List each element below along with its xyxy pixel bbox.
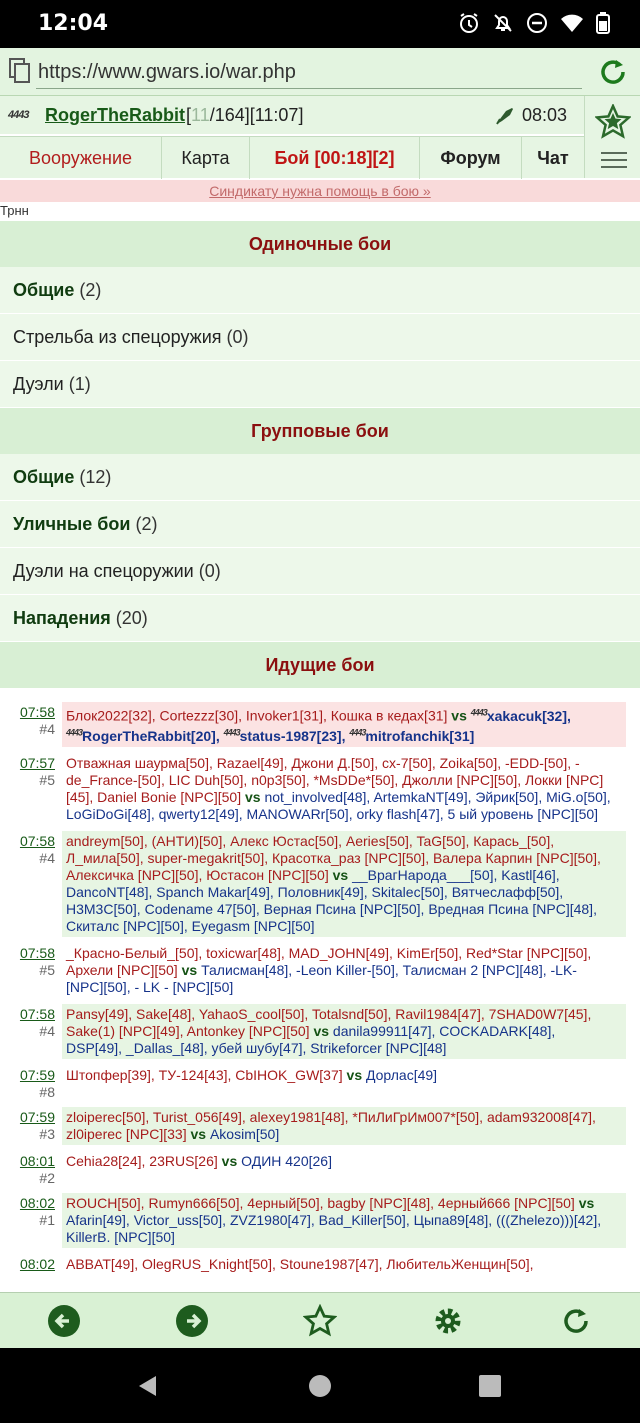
back-button[interactable]: [44, 1301, 84, 1341]
vs-label: vs: [342, 1067, 366, 1084]
battle-teams[interactable]: [62, 1107, 626, 1145]
user-bar: [0, 96, 584, 134]
nav-home-icon[interactable]: [308, 1374, 332, 1398]
battle-meta: [0, 702, 62, 747]
refresh-icon: [559, 1304, 593, 1338]
section-group-list: [0, 454, 640, 642]
battle-teams[interactable]: [62, 753, 626, 825]
battle-meta: [0, 1065, 62, 1101]
battle-time-link[interactable]: 07:57: [19, 755, 55, 772]
battle-teams[interactable]: [62, 1151, 626, 1187]
team-right: ОДИН 420[26]: [241, 1153, 332, 1170]
single-battle-item-count: (0): [226, 326, 249, 347]
forward-button[interactable]: [172, 1301, 212, 1341]
group-battle-item-label: Нападения: [13, 607, 111, 628]
battery-icon: [596, 12, 610, 34]
status-bar: [0, 0, 640, 48]
vs-label: vs: [241, 789, 265, 806]
clan-badge: 4443: [8, 109, 29, 121]
battle-time-link[interactable]: 07:59: [19, 1067, 55, 1084]
team-right: Дорлас[49]: [366, 1067, 438, 1084]
battle-number: #5: [39, 772, 55, 789]
team-left: Pansy[49], Sake[48], YahaoS_cool[50], Totalsnd[50], Ravil1984[47], 7SHAD0W7[45], Sake(1) [NPC][49], Antonkey [NPC][50]: [66, 1006, 592, 1040]
battle-meta: [0, 1193, 62, 1248]
team-right: __ВрагНарода___[50], Kastl[46], DancoNT[48], Spanch Makar[49], Половник[49], Skitalec[50], Вятчеслафф[50], Н3М3С[50], Codename 47[50], Верная Псина [NPC][50], Вредная Псина [NPC][48], Скиталс [NPC][50], Eyegasm [NPC][50]: [66, 867, 597, 935]
battle-time-link[interactable]: 07:59: [19, 1109, 55, 1126]
team-right: $^{4443}$xakacuk[32], $^{4443}$RogerTheRabbit[20], $^{4443}$status-1987[23], $^{4443}$mitrofanchik[31]: [66, 707, 571, 745]
tab-fight[interactable]: Бой [00:18][2]: [250, 137, 420, 179]
team-left: zloiperec[50], Turist_056[49], alexey1981[48], *ПиЛиГрИм007*[50], adam932008[47], zl0iperec [NPC][33]: [66, 1109, 596, 1143]
battle-number: #4: [39, 721, 55, 737]
battle-row: [0, 702, 640, 747]
battle-time-link[interactable]: 07:58: [19, 833, 55, 850]
single-battle-item[interactable]: [0, 267, 640, 314]
misc-label: Трнн: [0, 203, 29, 218]
server-time: 08:03: [522, 105, 568, 125]
arrow-left-icon: [47, 1304, 81, 1338]
tab-chat[interactable]: Чат: [537, 147, 569, 168]
section-single-title: Одиночные бои: [0, 221, 640, 267]
team-left: Блок2022[32], Cortezzz[30], Invoker1[31], Кошка в кедах[31]: [66, 707, 448, 724]
hamburger-icon: [601, 152, 627, 173]
battle-teams[interactable]: [62, 831, 626, 937]
nav-back-icon[interactable]: [136, 1374, 160, 1398]
team-left: andreym[50], (АНТИ)[50], Алекс Юстас[50], Aeries[50], TaG[50], Карась_[50], Л_мила[50], super-megakrit[50], Красотка_раз [NPC][50], Валера Карпин [NPC][50], Алексичка [NPC][50], Юстасон [NPC][50]: [66, 833, 601, 884]
battle-row: [0, 1254, 640, 1275]
stats-rest: /164][11:07]: [209, 105, 304, 125]
reload-icon[interactable]: [596, 56, 630, 88]
battle-row: [0, 831, 640, 937]
team-left: Штопфер[39], ТУ-124[43], CbIHOK_GW[37]: [66, 1067, 343, 1084]
user-stats: [186, 105, 303, 126]
single-battle-item-count: (1): [68, 373, 91, 394]
battle-number: #1: [39, 1212, 55, 1229]
favorite-button[interactable]: [300, 1301, 340, 1341]
battle-teams[interactable]: [62, 1254, 626, 1275]
group-battle-item[interactable]: [0, 548, 640, 595]
battle-teams[interactable]: [62, 1004, 626, 1059]
wifi-icon: [560, 12, 584, 34]
status-icons: [458, 12, 610, 34]
section-group-title: Групповые бои: [0, 408, 640, 454]
team-right: danila99911[47], COCKADARK[48], DSP[49], _Dallas_[48], убей шубу[47], Strikeforcer [NPC][48]: [66, 1023, 556, 1057]
vs-label: vs: [574, 1195, 595, 1212]
alarm-icon: [458, 12, 480, 34]
syndicate-alert: [0, 180, 640, 202]
app-toolbar: [0, 1292, 640, 1348]
side-menu-button[interactable]: [584, 96, 640, 178]
group-battle-item-count: (0): [198, 560, 221, 581]
battle-time-link[interactable]: 07:58: [19, 1006, 55, 1023]
battle-row: [0, 1107, 640, 1145]
battle-time-link[interactable]: 07:58: [19, 704, 55, 720]
syndicate-help-link[interactable]: Синдикату нужна помощь в бою »: [209, 183, 431, 199]
team-right: Afarin[49], Victor_uss[50], ZVZ1980[47], Bad_Killer[50], Цыпа89[48], (((Zhelezo)))[42], KillerB. [NPC][50]: [66, 1212, 602, 1246]
battle-row: [0, 1193, 640, 1248]
ongoing-battles-list: [0, 688, 640, 1275]
status-time: 12:04: [38, 11, 109, 36]
battle-teams[interactable]: [62, 1065, 626, 1101]
arrow-right-icon: [175, 1304, 209, 1338]
refresh-button[interactable]: [556, 1301, 596, 1341]
battle-row: [0, 943, 640, 998]
user-name-link[interactable]: RogerTheRabbit: [45, 105, 186, 125]
group-battle-item[interactable]: [0, 501, 640, 548]
stats-open: [: [186, 105, 192, 125]
battle-meta: [0, 1151, 62, 1187]
battle-row: [0, 1065, 640, 1101]
nav-tabs: [0, 136, 584, 178]
tab-forum[interactable]: Форум: [420, 137, 522, 179]
group-battle-item-count: (2): [135, 513, 158, 534]
vs-label: vs: [217, 1153, 242, 1170]
team-right: Akosim[50]: [209, 1126, 280, 1143]
battle-meta: [0, 943, 62, 998]
battle-number: #4: [39, 850, 55, 867]
tabs-icon[interactable]: [8, 57, 32, 85]
star-badge-icon: [595, 104, 631, 140]
vs-label: vs: [447, 707, 471, 724]
nav-recents-icon[interactable]: [478, 1374, 502, 1398]
battle-teams[interactable]: [62, 1193, 626, 1248]
settings-button[interactable]: [428, 1301, 468, 1341]
tab-map[interactable]: Карта: [162, 137, 250, 179]
url-field[interactable]: https://www.gwars.io/war.php: [38, 61, 296, 83]
battle-time-link[interactable]: 08:02: [19, 1195, 55, 1212]
battle-meta: [0, 753, 62, 825]
team-right: Талисман[48], -Leon Killer-[50], Талисман 2 [NPC][48], -LK- [NPC][50], - LK - [NPC][50]: [66, 962, 577, 996]
battle-time-link[interactable]: 07:58: [19, 945, 55, 962]
group-battle-item-label: Дуэли на спецоружии: [13, 560, 194, 581]
team-right: not_involved[48], ArtemkaNT[49], Эйрик[50], MiG.o[50], LoGiDoGi[48], qwerty12[49], MANOWARr[50], orky flash[47], 5 ый уровень [NPC][50]: [66, 789, 611, 823]
battle-number: #8: [39, 1084, 55, 1101]
single-battle-item-label: Дуэли: [13, 373, 64, 394]
battle-teams[interactable]: [62, 702, 626, 747]
tab-armament[interactable]: Вооружение: [0, 137, 162, 179]
browser-bar: [0, 48, 640, 96]
group-battle-item-label: Общие: [13, 466, 75, 487]
group-battle-item[interactable]: [0, 595, 640, 642]
battle-number: #4: [39, 1023, 55, 1040]
battle-row: [0, 753, 640, 825]
group-battle-item-count: (20): [115, 607, 148, 628]
single-battle-item-count: (2): [79, 279, 102, 300]
vs-label: vs: [186, 1126, 210, 1143]
dnd-icon: [526, 12, 548, 34]
battle-teams[interactable]: [62, 943, 626, 998]
group-battle-item[interactable]: [0, 454, 640, 501]
team-left: Отважная шаурма[50], Razael[49], Джони Д.[50], cx-7[50], Zoika[50], -EDD-[50], -de_France-[50], LIC Duh[50], n0p3[50], *MsDDe*[50], Джолли [NPC][50], Локки [NPC][45], Daniel Bonie [NPC][50]: [66, 755, 604, 806]
battle-row: [0, 1151, 640, 1187]
section-single-list: [0, 267, 640, 408]
url-underline: [36, 88, 582, 89]
single-battle-item-label: Стрельба из спецоружия: [13, 326, 222, 347]
battle-number: #2: [39, 1170, 55, 1187]
rocket-icon: [494, 105, 516, 127]
battle-number: #3: [39, 1126, 55, 1143]
vs-label: vs: [328, 867, 353, 884]
team-left: _Красно-Белый_[50], toxicwar[48], MAD_JOHN[49], KimEr[50], Red*Star [NPC][50], Архели [NPC][50]: [66, 945, 592, 979]
battle-meta: [0, 1254, 62, 1275]
team-left: Cehia28[24], 23RUS[26]: [66, 1153, 218, 1170]
android-nav-bar: [0, 1348, 640, 1423]
team-left: ROUCH[50], Rumyn666[50], 4ерный[50], bagby [NPC][48], 4ерный666 [NPC][50]: [66, 1195, 575, 1212]
content: [0, 221, 640, 1281]
battle-meta: [0, 1004, 62, 1059]
battle-number: #5: [39, 962, 55, 979]
vs-label: vs: [309, 1023, 333, 1040]
single-battle-item[interactable]: [0, 314, 640, 361]
single-battle-item-label: Общие: [13, 279, 75, 300]
page: [0, 96, 640, 1292]
team-left: ABBAT[49], OlegRUS_Knight[50], Stoune1987[47], ЛюбительЖенщин[50],: [66, 1256, 534, 1273]
group-battle-item-count: (12): [79, 466, 112, 487]
section-ongoing-title: Идущие бои: [0, 642, 640, 688]
battle-row: [0, 1004, 640, 1059]
battle-meta: [0, 1107, 62, 1145]
group-battle-item-label: Уличные бои: [13, 513, 131, 534]
vs-label: vs: [177, 962, 202, 979]
gear-icon: [431, 1304, 465, 1338]
battle-time-link[interactable]: 08:02: [19, 1256, 55, 1273]
bell-off-icon: [492, 12, 514, 34]
battle-time-link[interactable]: 08:01: [19, 1153, 55, 1170]
star-outline-icon: [303, 1304, 337, 1338]
battle-meta: [0, 831, 62, 937]
hp-value: 11: [191, 105, 210, 125]
single-battle-item[interactable]: [0, 361, 640, 408]
